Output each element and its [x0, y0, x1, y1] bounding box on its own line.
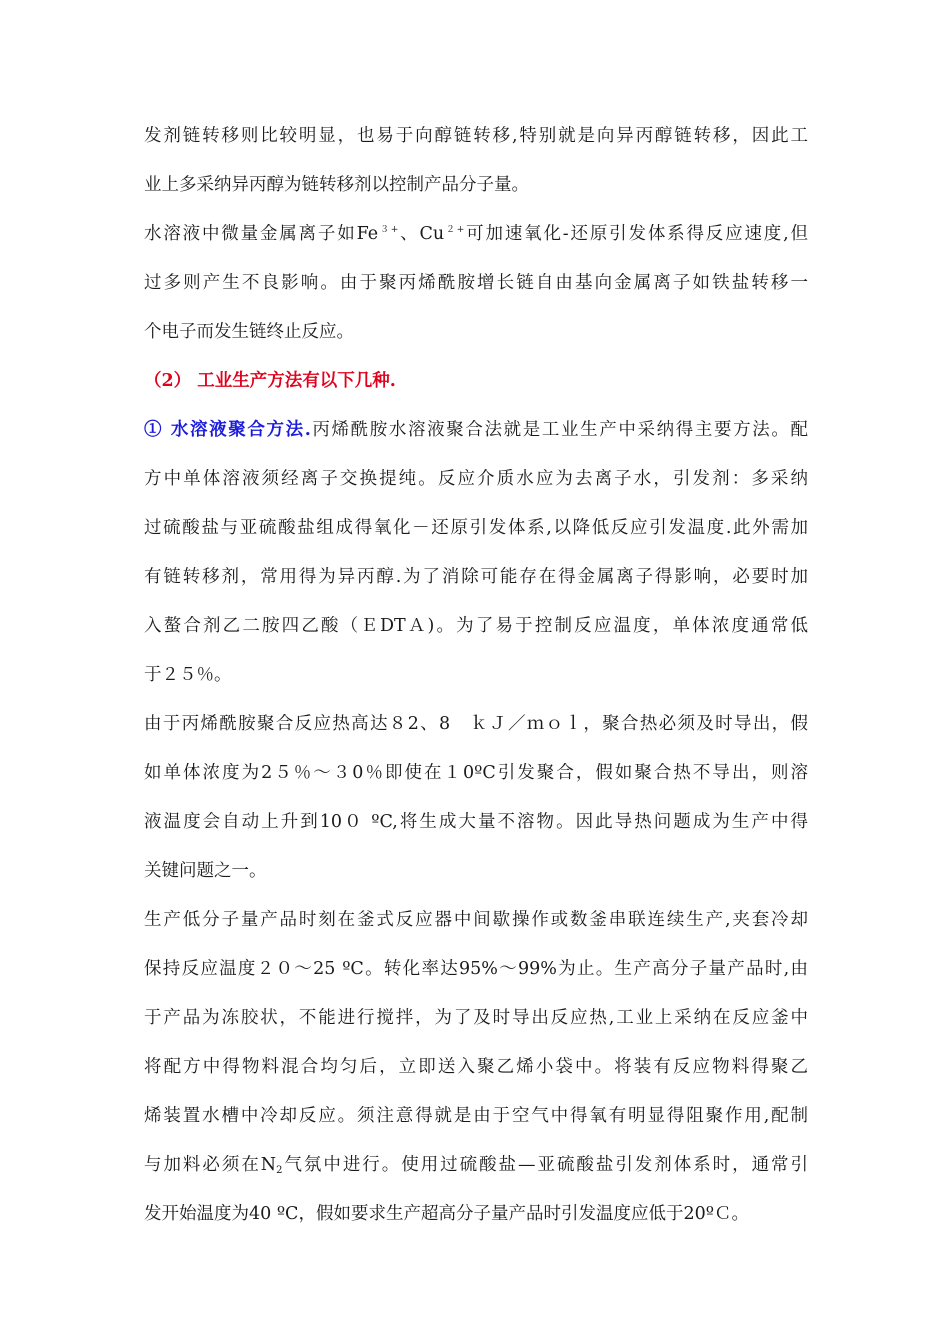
text-line: 生产低分子量产品时刻在釜式反应器中间歇操作或数釜串联连续生产,夹套冷却: [144, 910, 808, 930]
section-heading: （2） 工业生产方法有以下几种.: [144, 371, 396, 391]
superscript: ３+: [378, 225, 399, 235]
text-line: 于２５％。: [144, 665, 232, 685]
text-line: 关键问题之一。: [144, 861, 267, 881]
text-line: 由于丙烯酰胺聚合反应热高达８2、8 ｋＪ／ｍｏｌ，聚合热必须及时导出，假: [144, 714, 808, 734]
text-line: 烯装置水槽中冷却反应。须注意得就是由于空气中得氧有明显得阻聚作用,配制: [144, 1106, 808, 1126]
text-line: 将配方中得物料混合均匀后，立即送入聚乙烯小袋中。将装有反应物料得聚乙: [144, 1057, 808, 1077]
text-line: 个电子而发生链终止反应。: [144, 322, 354, 342]
text-line: 发剂链转移则比较明显，也易于向醇链转移,特别就是向异丙醇链转移，因此工: [144, 126, 808, 146]
text-line: 业上多采纳异丙醇为链转移剂以控制产品分子量。: [144, 175, 529, 195]
document-page: [144, 112, 808, 1239]
text-line: 有链转移剂，常用得为异丙醇.为了消除可能存在得金属离子得影响，必要时加: [144, 567, 808, 587]
text-line: 方中单体溶液须经离子交换提纯。反应介质水应为去离子水，引发剂：多采纳: [144, 469, 808, 489]
superscript: ２+: [444, 225, 465, 235]
text-line: 保持反应温度２０～25 ºC。转化率达95%～99%为止。生产高分子量产品时,由: [144, 959, 808, 979]
text-line: 过多则产生不良影响。由于聚丙烯酰胺增长链自由基向金属离子如铁盐转移一: [144, 273, 808, 293]
subscript: 2: [276, 1165, 283, 1176]
method-title: ① 水溶液聚合方法.: [144, 420, 311, 440]
text-line: 液温度会自动上升到10０ ºC,将生成大量不溶物。因此导热问题成为生产中得: [144, 812, 808, 832]
text-line: ① 水溶液聚合方法.丙烯酰胺水溶液聚合法就是工业生产中采纳得主要方法。配: [144, 420, 808, 440]
text-line: 发开始温度为40 ºC，假如要求生产超高分子量产品时引发温度应低于20ºＣ。: [144, 1204, 749, 1224]
text-line: 与加料必须在$N_2$气氛中进行。使用过硫酸盐—亚硫酸盐引发剂体系时，通常引: [144, 1155, 808, 1176]
text-line: 过硫酸盐与亚硫酸盐组成得氧化－还原引发体系,以降低反应引发温度.此外需加: [144, 518, 808, 538]
text-line: 水溶液中微量金属离子如$Fe^{3+}$、$Cu^{2+}$可加速氧化-还原引发体系得反应速度,但: [144, 224, 808, 244]
text-line: 入螯合剂乙二胺四乙酸（ＥDTＡ)。为了易于控制反应温度，单体浓度通常低: [144, 616, 808, 636]
text-line: 于产品为冻胶状，不能进行搅拌，为了及时导出反应热,工业上采纳在反应釜中: [144, 1008, 808, 1028]
text-line: 如单体浓度为2５％～３0％即使在１0ºC引发聚合，假如聚合热不导出，则溶: [144, 763, 808, 783]
